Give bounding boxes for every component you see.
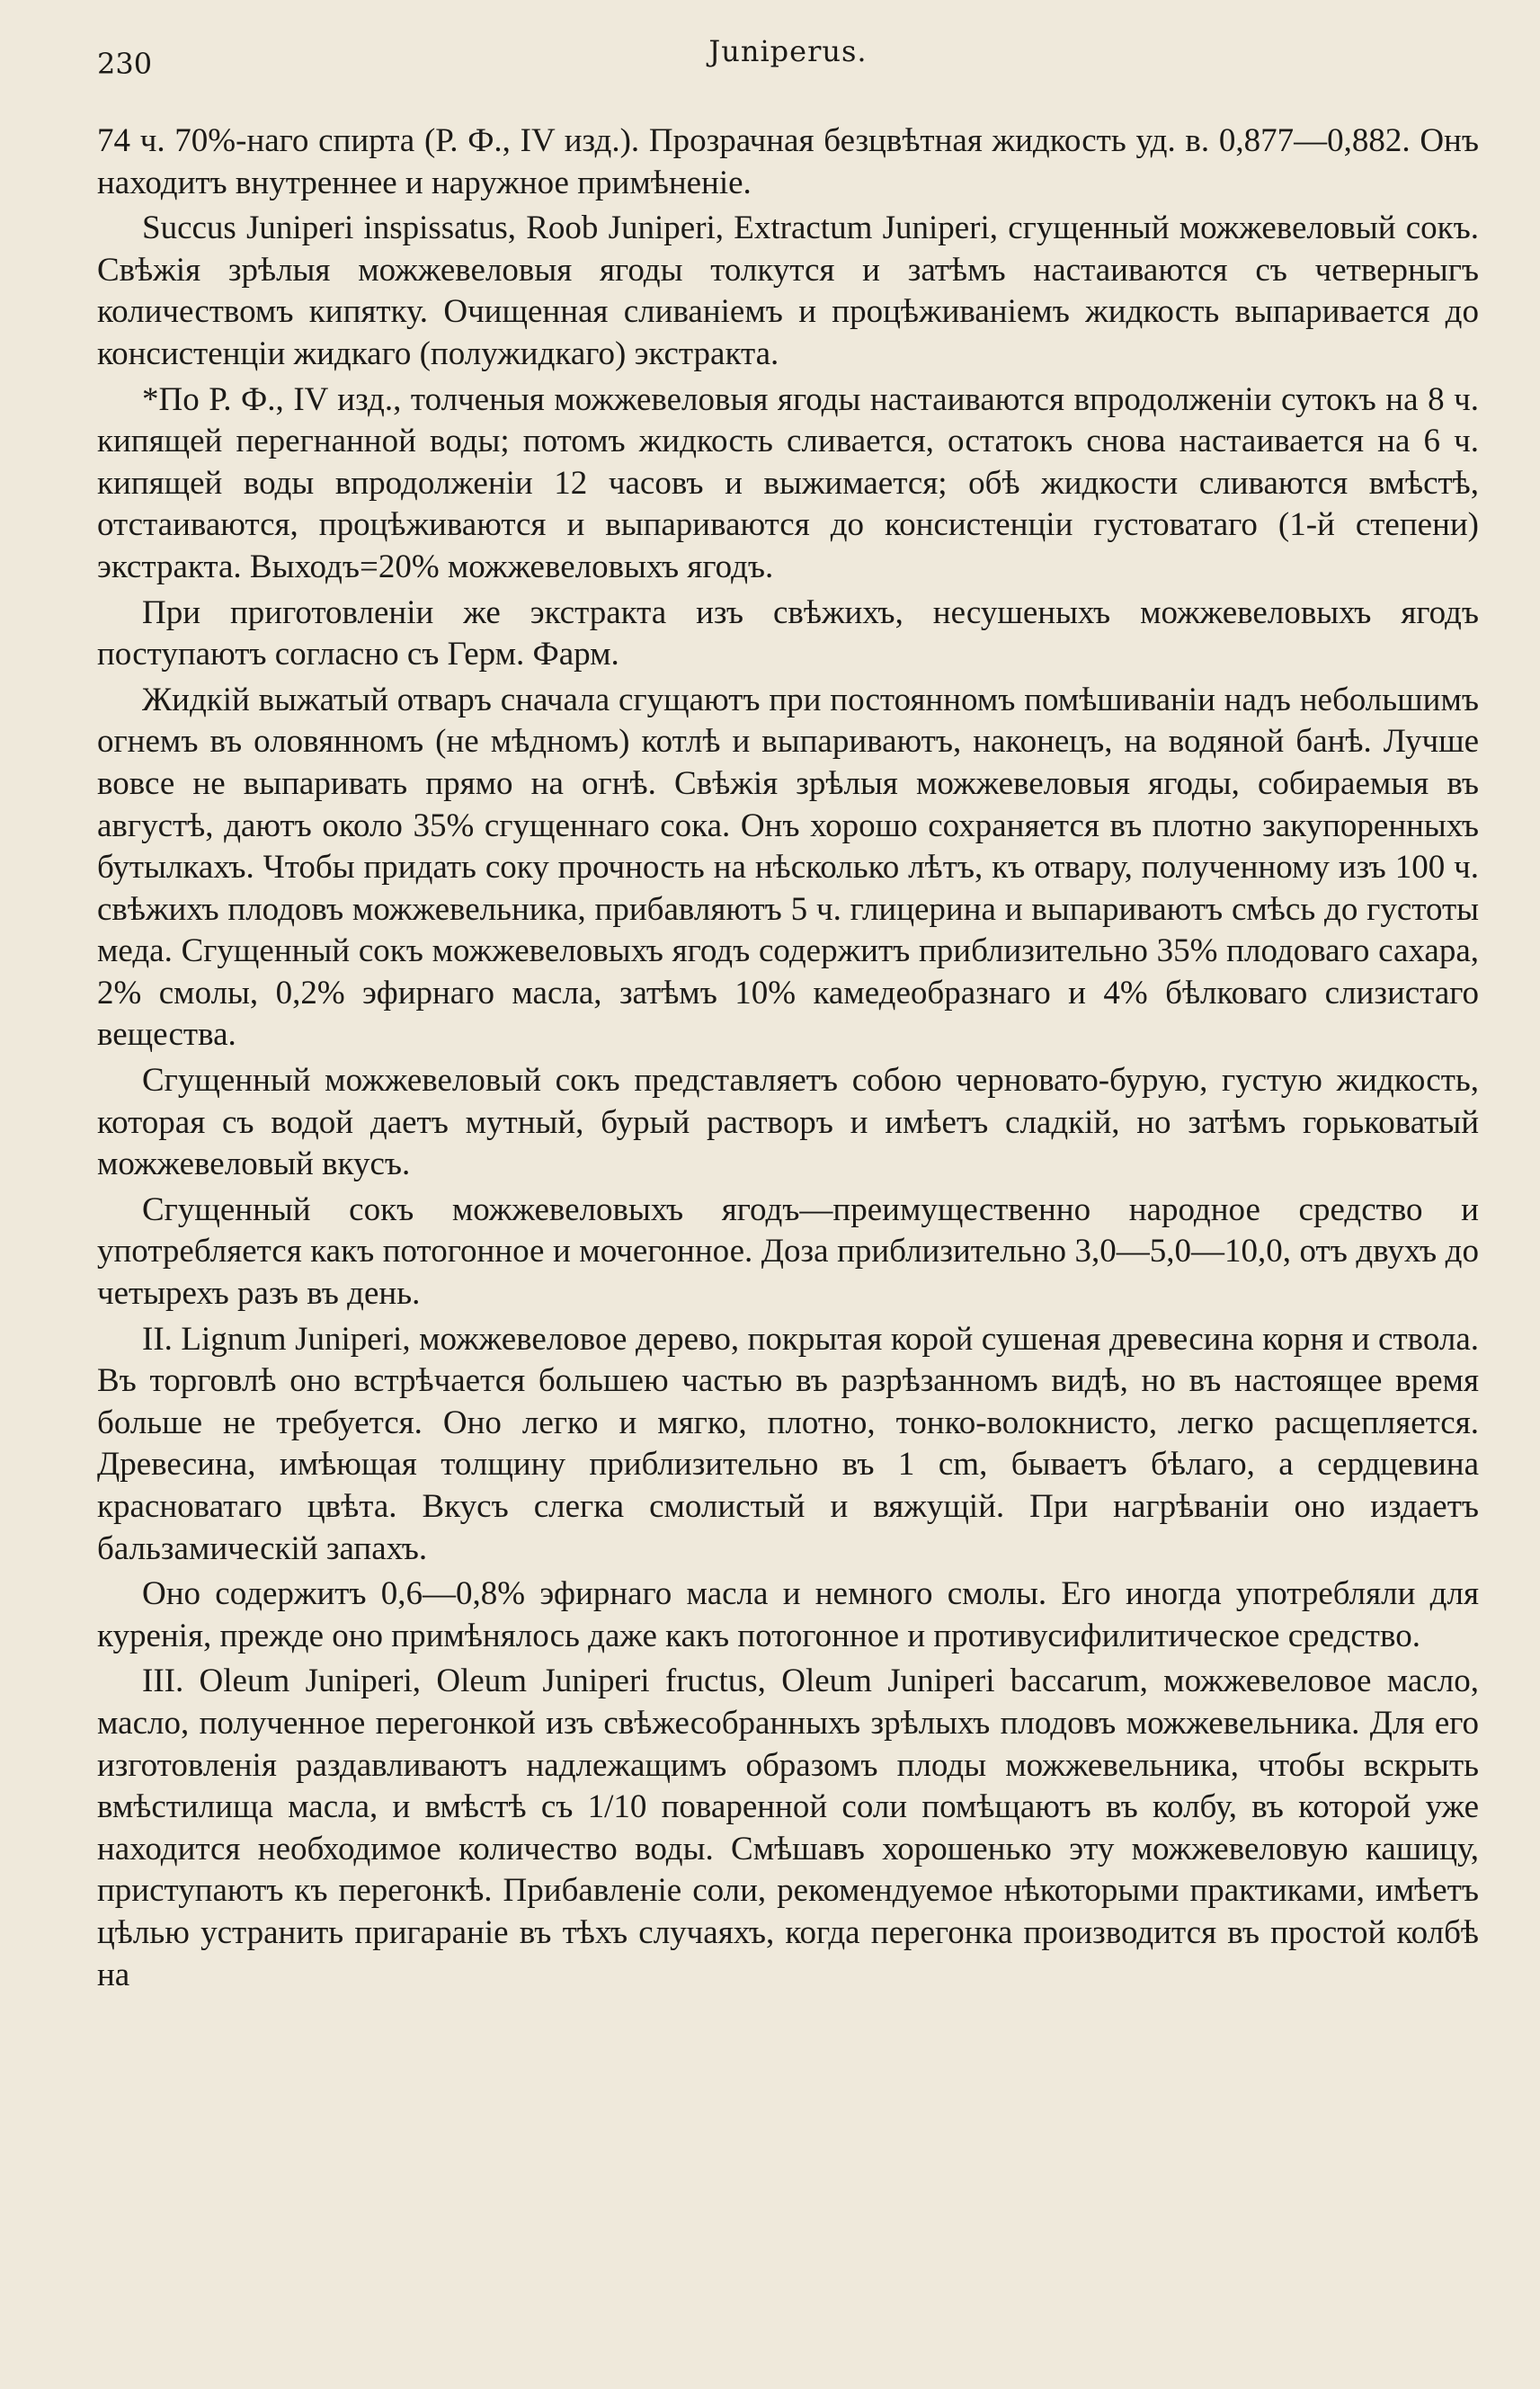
paragraph-properties: Сгущенный можжевеловый сокъ представляетъ собою черновато-бурую, густую жидкость, которая съ водой даетъ мутный, бурый растворъ и имѣетъ сладкій, но затѣмъ горьковатый можжевеловый вкусъ. <box>97 1062 1479 1183</box>
page-header <box>97 27 1479 81</box>
page-number: 230 <box>97 47 153 81</box>
running-title: Juniperus. <box>708 34 868 68</box>
paragraph-succus-juniperi: Succus Juniperi inspissatus, Roob Juniperi, Extractum Juniperi, сгущенный можжевеловый сокъ. Свѣжія зрѣлыя можжевеловыя ягоды толкутся и затѣмъ настаиваются съ четверныгъ количествомъ кипятку. Очищенная сливаніемъ и процѣживаніемъ жидкость выпаривается до консистенціи жидкаго (полужидкаго) экстракта. <box>97 209 1479 372</box>
paragraph-lignum-juniperi: II. Lignum Juniperi, можжевеловое дерево, покрытая корой сушеная древесина корня и ствола. Въ торговлѣ оно встрѣчается большею частью въ разрѣзанномъ видѣ, но въ настоящее время больше не требуется. Оно легко и мягко, плотно, тонко-волокнисто, легко расщепляется. Древесина, имѣющая толщину приблизительно въ 1 cm, бываетъ бѣлаго, а сердцевина красноватаго цвѣта. Вкусъ слегка смолистый и вяжущій. При нагрѣваніи оно издаетъ бальзамическій запахъ. <box>97 1320 1479 1567</box>
paragraph-lignum-content: Оно содержитъ 0,6—0,8% эфирнаго масла и немного смолы. Его иногда употребляли для куренія, прежде оно примѣнялось даже какъ потогонное и противусифилитическое средство. <box>97 1575 1479 1654</box>
paragraph-usage: Сгущенный сокъ можжевеловыхъ ягодъ—преимущественно народное средство и употребляется какъ потогонное и мочегонное. Доза приблизительно 3,0—5,0—10,0, отъ двухъ до четырехъ разъ въ день. <box>97 1190 1479 1313</box>
paragraph-fresh-berries: При приготовленіи же экстракта изъ свѣжихъ, несушеныхъ можжевеловыхъ ягодъ поступаютъ согласно съ Герм. Фарм. <box>97 593 1479 673</box>
page-body <box>97 120 1479 1996</box>
paragraph-decoction: Жидкій выжатый отваръ сначала сгущаютъ при постоянномъ помѣшиваніи надъ небольшимъ огнемъ въ оловянномъ (не мѣдномъ) котлѣ и выпариваютъ, наконецъ, на водяной банѣ. Лучше вовсе не выпаривать прямо на огнѣ. Свѣжія зрѣлыя можжевеловыя ягоды, собираемыя въ августѣ, даютъ около 35% сгущеннаго сока. Онъ хорошо сохраняется въ плотно закупоренныхъ бутылкахъ. Чтобы придать соку прочность на нѣсколько лѣтъ, къ отвару, полученному изъ 100 ч. свѣжихъ плодовъ можжевельника, прибавляютъ 5 ч. глицерина и выпариваютъ смѣсь до густоты меда. Сгущенный сокъ можжевеловыхъ ягодъ содержитъ приблизительно 35% плодоваго сахара, 2% смолы, 0,2% эфирнаго масла, затѣмъ 10% камедеобразнаго и 4% бѣлковаго слизистаго вещества. <box>97 681 1479 1054</box>
paragraph-1: 74 ч. 70%-наго спирта (Р. Ф., IV изд.). Прозрачная безцвѣтная жидкость уд. в. 0,877—0,882. Онъ находитъ внутреннее и наружное примѣненіе. <box>97 122 1479 201</box>
paragraph-oleum-juniperi: III. Oleum Juniperi, Oleum Juniperi fructus, Oleum Juniperi baccarum, можжевеловое масло, масло, полученное перегонкой изъ свѣжесобранныхъ зрѣлыхъ плодовъ можжевельника. Для его изготовленія раздавливаютъ надлежащимъ образомъ плоды можжевельника, чтобы вскрыть вмѣстилища масла, и вмѣстѣ съ 1/10 поваренной соли помѣщаютъ въ колбу, въ которой уже находится необходимое количество воды. Смѣшавъ хорошенько эту можжевеловую кашицу, приступаютъ къ перегонкѣ. Прибавленіе соли, рекомендуемое нѣкоторыми практиками, имѣетъ цѣлью устранить пригараніе въ тѣхъ случаяхъ, когда перегонка производится въ простой колбѣ на <box>97 1662 1479 1993</box>
paragraph-rf-method: *По Р. Ф., IV изд., толченыя можжевеловыя ягоды настаиваются впродолженіи сутокъ на 8 ч. кипящей перегнанной воды; потомъ жидкость сливается, остатокъ снова настаивается на 6 ч. кипящей воды впродолженіи 12 часовъ и выжимается; обѣ жидкости сливаются вмѣстѣ, отстаиваются, процѣживаются и выпариваются до консистенціи густоватаго (1-й степени) экстракта. Выходъ=20% можжевеловыхъ ягодъ. <box>97 380 1479 585</box>
